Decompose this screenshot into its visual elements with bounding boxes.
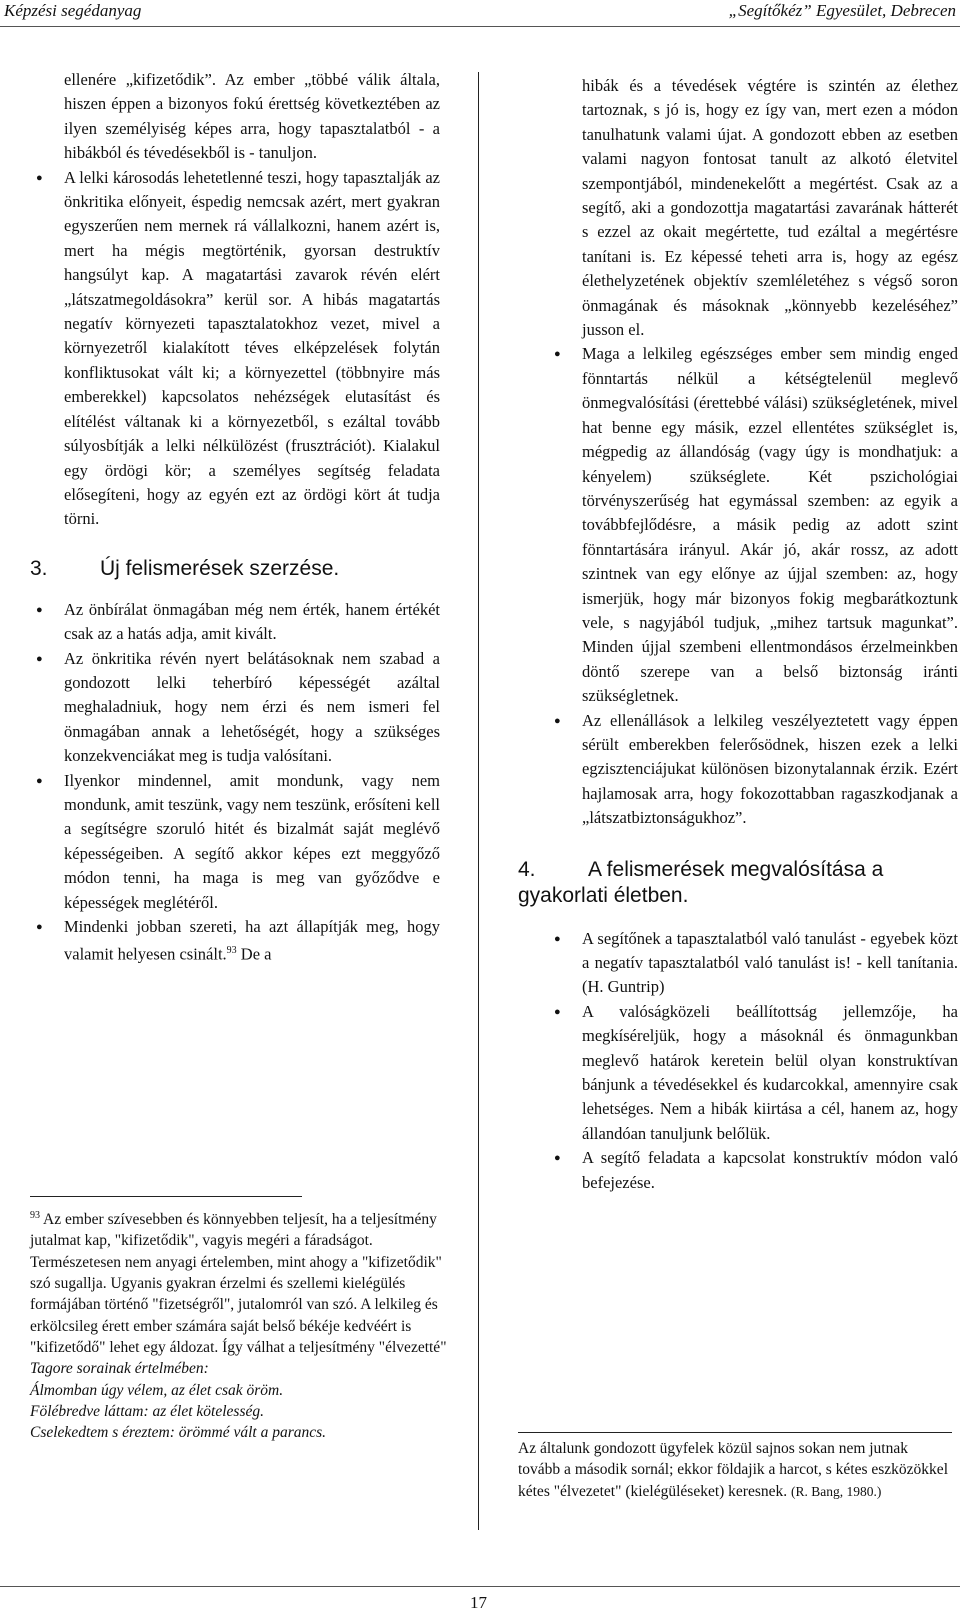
footnote-text: Az ember szívesebben és könnyebben teljesít, ha a teljesítmény jutalmat kap, "kifizetődik", vagyis megéri a fáradságot. Természetesen nem anyagi értelemben, mint ahogy a "kifizetődik" szó sugallja. Ugyanis gyakran érzelmi és szellemi kielégülés formájában történő "fizetségről", jutalomról van szó. A lelkileg és erkölcsileg érett ember számára saját belső békéje kedvéért is "kifizetődő" lehet egy áldozat. Így válhat a teljesítmény "élvezetté" xyxy=(30,1211,447,1356)
left-column xyxy=(30,68,440,967)
section-number: 4. xyxy=(518,857,536,881)
page-footer xyxy=(0,1586,960,1623)
section-4-bullet-list xyxy=(518,927,958,1195)
left-intro-paragraph: ellenére „kifizetődik”. Az ember „többé válik általa, hiszen éppen a bizonyos fokú érettség következtében az ilyen személyiség képes arra, hogy tapasztalatból - a hibákból és tévedésekből is - tanuljon. xyxy=(64,70,440,163)
footnote-poem-line: Cselekedtem s éreztem: örömmé vált a parancs. xyxy=(30,1424,327,1442)
list-item: ● Maga a lelkileg egészséges ember sem mindig enged fönntartás nélkül a kétségtelenül meglevő önmegvalósítási (érettebbé válási) szükségletének, mivel hat benne egy másik, ezzel ellentétes szükséglet is, mégpedig az állandóság (vagy úgy is mondhatjuk: a kényelem) szükséglete. Két pszichológiai törvényszerűség hat egymással szemben: az egyik a továbbfejlődésre, a másik pedig az adott szint fönntartására irányul. Akár jó, akár rossz, az adott szintnek van egy előnye az újjal szemben: az, hogy ismerjük, hogy már bizonyos fokig megbarátkoztunk vele, s nagyjából tudjuk, „mihez tartsuk magunkat”. Minden újjal szembeni ellentmondásos érzelmeinkben döntő szerepe van a belső biztonság iránti szükségletnek. xyxy=(518,342,958,708)
right-note-separator xyxy=(518,1432,952,1433)
left-top-bullet-list xyxy=(30,166,440,532)
right-continuation-paragraph: hibák és a tévedések végtére is szintén az élethez tartoznak, s jó is, hogy ez így van, mert ezen a módon tanulhatunk valami újat. A gondozott ebben az esetben valami nagyon fontosat tanult az alkotó életvitel szempontjából, mindenekelőtt a megértést. Csak az a segítő, aki a gondozottja magatartási zavarának hátterét s ezzel az okait megértette, tud ezáltal a megértésre tanítani is. Ez képessé teheti arra is, hogy az egész élethelyzetének objektív szemléletéhez s végső soron önmagának és másoknak „könnyebb kezeléséhez” jusson el. xyxy=(582,76,958,340)
footnote-number: 93 xyxy=(30,1210,40,1221)
list-item xyxy=(30,915,440,967)
footnote-reference[interactable]: 93 xyxy=(226,945,237,957)
header-left-title: Képzési segédanyag xyxy=(4,1,142,20)
list-item: ● A lelki károsodás lehetetlenné teszi, hogy tapasztalják az önkritika előnyeit, éspedig nemcsak azért, mert gyakran egyszerűen nem mernek rá vállalkozni, hanem azért is, mert ha mégis megtörténik, gyorsan destruktív hangsúlyt kap. A magatartási zavarok révén elért „látszatmegoldásokra” kerül sor. A hibás magatartás negatív környezeti tapasztalatokhoz vezet, mivel a környezetről kialakított téves elképzelések folytán konfliktusokat vált ki; a környezettel (többnyire más emberekkel) kapcsolatos nehézségek elutasítást és elítélést váltanak ki a környezetből, s ezáltal tovább súlyosbítják a lelki nélkülözést (frusztrációt). Kialakul egy ördögi kör; a személyes segítség feladata elősegíteni, hogy az egyén ezt az ördögi kört át tudja törni. xyxy=(30,166,440,532)
section-number: 3. xyxy=(30,556,48,580)
list-item: ● A segítő feladata a kapcsolat konstruktív módon való befejezése. xyxy=(518,1146,958,1195)
page-number: 17 xyxy=(470,1593,487,1612)
list-item: ● Az ellenállások a lelkileg veszélyeztetett vagy éppen sérült emberekben felerősödnek, hiszen ezek a lelki egzisztenciájukat különösen bizonytalannak érzik. Ezért hajlamosak arra, hogy fokozottabban ragaszkodjanak a „látszatbiztonságukhoz”. xyxy=(518,709,958,831)
section-3-heading xyxy=(30,556,440,582)
footnote-separator xyxy=(30,1196,302,1197)
list-item: ● A valóságközeli beállítottság jellemzője, ha megkíséreljük, hogy a másoknál és önmagunkban meglevő határok keretein belül olyan konstruktívan bánjunk a tévedésekkel és kudarcokkal, amennyire csak lehetséges. Nem a hibák kiirtása a cél, hanem az, hogy állandóan tanuljunk belőlük. xyxy=(518,1000,958,1146)
right-column xyxy=(518,74,958,1195)
section-3-bullet-list xyxy=(30,598,440,968)
section-title: A felismerések megvalósítása a gyakorlati életben. xyxy=(518,857,884,907)
right-bottom-note xyxy=(518,1438,952,1502)
page-header xyxy=(0,0,960,27)
list-item: ● Az önbírálat önmagában még nem érték, hanem értékét csak az a hatás adja, amit kivált. xyxy=(30,598,440,647)
footnote-poem-line: Fölébredve láttam: az élet kötelesség. xyxy=(30,1402,264,1420)
list-item: ● Ilyenkor mindennel, amit mondunk, vagy nem mondunk, amit teszünk, vagy nem teszünk, erősíteni kell a segítségre szoruló hitét és bizalmát saját meglévő képességeiben. A segítő akkor képes ezt meggyőző módon tenni, ha maga is meg van győződve e képességek meglétéről. xyxy=(30,769,440,915)
note-citation: (R. Bang, 1980.) xyxy=(791,1483,882,1499)
header-right-title: „Segítőkéz” Egyesület, Debrecen xyxy=(728,1,956,20)
list-item-text: Mindenki jobban szereti, ha azt állapítják meg, hogy valamit helyesen csinált. xyxy=(64,917,440,964)
section-title: Új felismerések szerzése. xyxy=(100,556,340,580)
list-item: ● A segítőnek a tapasztalatból való tanulást - egyebek közt a negatív tapasztalatból való tanulást is! - kell tanítania. (H. Guntrip) xyxy=(518,927,958,1000)
column-divider xyxy=(478,72,479,1530)
section-4-heading xyxy=(518,857,958,909)
right-top-bullet-list xyxy=(518,342,958,830)
footnote-93 xyxy=(30,1205,450,1443)
list-item: ● Az önkritika révén nyert belátásoknak nem szabad a gondozott lelki teherbíró képességét azáltal meghaladniuk, hogy nem érzi és nem ismeri fel önmagában annak a lehetőségét, hogy a szükséges konzekvenciákat meg is tudja valósítani. xyxy=(30,647,440,769)
list-item-tail: De a xyxy=(236,944,272,964)
footnote-poem-line: Tagore sorainak értelmében: xyxy=(30,1360,209,1378)
footnote-poem-line: Álmomban úgy vélem, az élet csak öröm. xyxy=(30,1381,284,1399)
note-text: Az általunk gondozott ügyfelek közül sajnos sokan nem jutnak tovább a második sornál; ekkor földajik a harcot, s kétes eszközökkel kétes "élvezetet" (kielégüléseket) keresnek. xyxy=(518,1440,948,1500)
